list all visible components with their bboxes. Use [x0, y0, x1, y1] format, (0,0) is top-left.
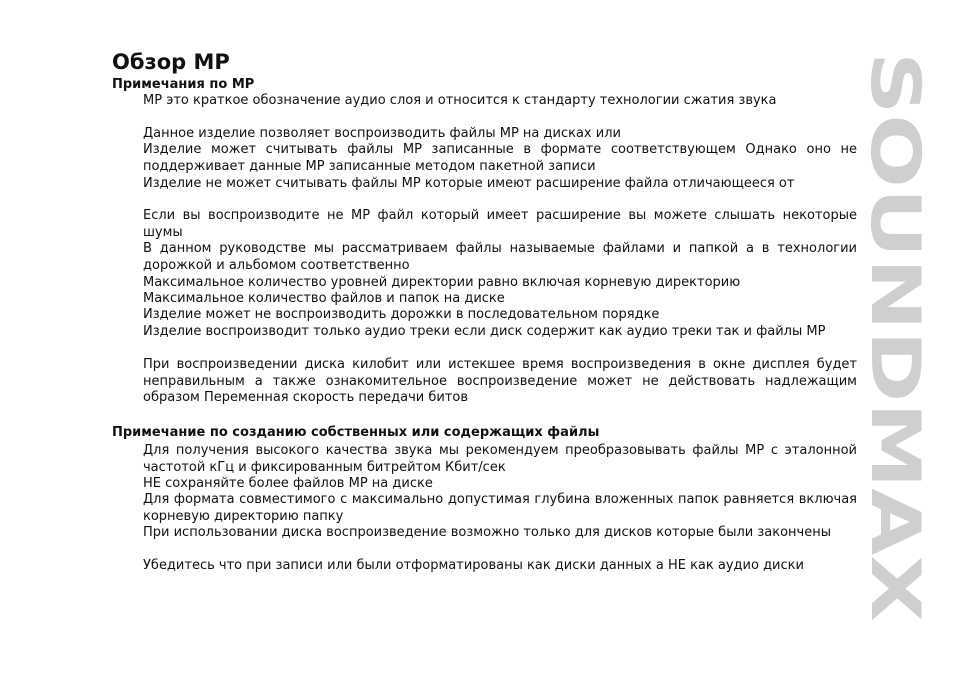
creation-note-paragraph: Убедитесь что при записи или были отформатированы как диски данных а НЕ как аудио диски: [143, 558, 804, 573]
mp-note-paragraph: MP это краткое обозначение аудио слоя и относится к стандарту технологии сжатия звука: [143, 93, 777, 108]
mp-note-paragraph: Изделие может не воспроизводить дорожки в последовательном порядке: [143, 307, 660, 322]
creation-note-paragraph: Для получения высокого качества звука мы рекомендуем преобразовывать файлы MP с эталонной частотой кГц и фиксированным битрейтом Кбит/сек: [143, 443, 857, 475]
mp-note-paragraph: Изделие не может считывать файлы MP которые имеют расширение файла отличающееся от: [143, 176, 795, 191]
section-heading-creating-discs: Примечание по созданию собственных или содержащих файлы: [112, 425, 600, 440]
creation-note-paragraph: Для формата совместимого с максимально допустимая глубина вложенных папок равняется включая корневую директорию папку: [143, 492, 857, 524]
mp-note-paragraph: При воспроизведении диска килобит или истекшее время воспроизведения в окне дисплея будет неправильным а также ознакомительное воспроизведение может не действовать надлежащим образом Переменная скорость передачи битов: [143, 357, 857, 405]
mp-note-paragraph: Данное изделие позволяет воспроизводить файлы MP на дисках или: [143, 126, 621, 141]
creation-note-paragraph: НЕ сохраняйте более файлов MP на диске: [143, 476, 433, 491]
mp-note-paragraph: Если вы воспроизводите не MP файл который имеет расширение вы можете слышать некоторые шумы: [143, 208, 857, 240]
mp-note-paragraph: Максимальное количество уровней директории равно включая корневую директорию: [143, 275, 741, 290]
mp-note-paragraph: Изделие воспроизводит только аудио треки если диск содержит как аудио треки так и файлы MP: [143, 324, 826, 339]
section-heading-mp-notes: Примечания по MP: [112, 77, 255, 92]
page-title: Обзор MP: [112, 50, 230, 74]
mp-note-paragraph: В данном руководстве мы рассматриваем файлы называемые файлами и папкой а в технологии дорожкой и альбомом соответственно: [143, 241, 857, 273]
mp-note-paragraph: Изделие может считывать файлы MP записанные в формате соответствующем Однако оно не поддерживает данные MP записанные методом пакетной записи: [143, 142, 857, 174]
creation-note-paragraph: При использовании диска воспроизведение возможно только для дисков которые были закончены: [143, 525, 831, 540]
mp-note-paragraph: Максимальное количество файлов и папок на диске: [143, 291, 505, 306]
brand-logo-text: SOUNDMAX: [855, 52, 934, 501]
brand-logo: [855, 52, 934, 622]
